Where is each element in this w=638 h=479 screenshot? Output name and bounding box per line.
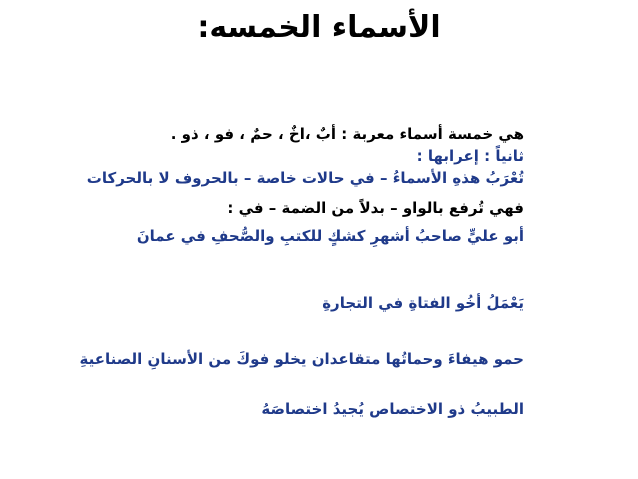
i3rab-rule-line: تُعْرَبُ هذهِ الأسماءُ – في حالات خاصة – بالحروف لا بالحركات [86,169,524,187]
example-line-1: أبو عليٍّ صاحبُ أشهرِ كشكٍ للكتبِ والصُّحفِ في عمانَ [136,227,524,245]
example-line-4: الطبيبُ ذو الاختصاص يُجيدُ اختصاصَهُ [261,400,524,418]
example-line-2: يَعْمَلُ أخُو الفتاةِ في التجارةِ [322,294,524,312]
definition-line: هي خمسة أسماء معربة : أبٌ ،اخٌ ، حمٌ ، فو ، ذو . [170,125,524,143]
raf-rule-line: فهي تُرفع بالواو – بدلاً من الضمة – في : [227,199,524,217]
example-line-3: حمو هيفاءَ وحماتُها متقاعدان يخلو فوكَ من الأسنانِ الصناعيةِ [79,350,524,368]
i3rab-heading-line: ثانياً : إعرابها : [416,147,524,165]
slide-title: الأسماء الخمسه: [197,10,441,45]
